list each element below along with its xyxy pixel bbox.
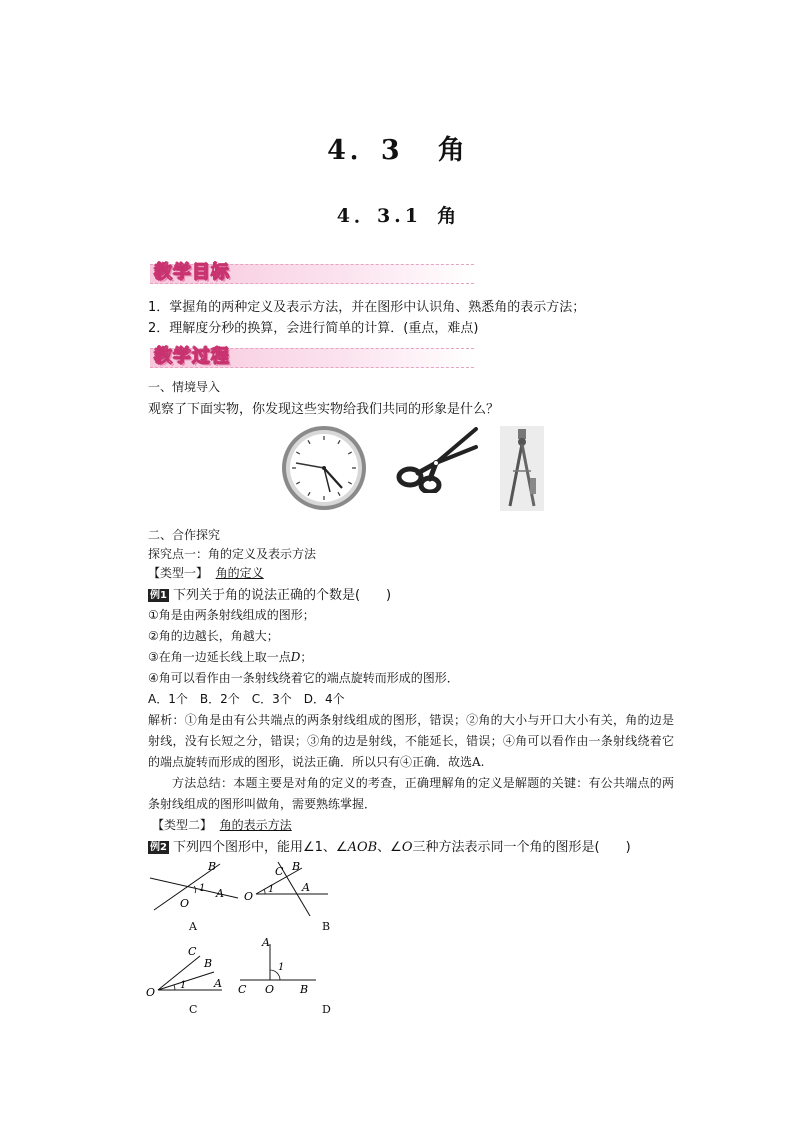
example2-badge: 例2 bbox=[150, 842, 167, 853]
subsection-title bbox=[0, 201, 794, 228]
fig-c-label-1: 1 bbox=[180, 980, 187, 991]
figure-a-caption: A bbox=[189, 920, 197, 933]
type1-bracket: 【类型一】 bbox=[148, 566, 209, 580]
fig-a-label-a: A bbox=[216, 887, 224, 900]
fig-d-label-a: A bbox=[262, 936, 270, 949]
type2-heading bbox=[152, 816, 292, 833]
ex1-point-end: ； bbox=[300, 650, 313, 664]
goal-item-2: 2．理解度分秒的换算，会进行简单的计算．(重点，难点) bbox=[148, 321, 479, 336]
process-banner bbox=[148, 342, 474, 370]
fig-c-label-o: O bbox=[146, 986, 156, 999]
example2-question bbox=[148, 836, 631, 855]
explore-point: 探究点一：角的定义及表示方法 bbox=[148, 547, 317, 561]
figure-d bbox=[236, 934, 322, 996]
compass-picture bbox=[500, 426, 544, 511]
figure-b-caption: B bbox=[322, 920, 331, 933]
example1-question bbox=[148, 584, 391, 603]
figure-c-caption: C bbox=[189, 1003, 198, 1016]
ex2-question-c: 三种方法表示同一个角的图形是( ) bbox=[412, 840, 631, 855]
figure-d-caption: D bbox=[322, 1003, 331, 1016]
fig-b-label-b: B bbox=[292, 860, 301, 873]
fig-c-label-b: B bbox=[204, 957, 213, 970]
ex1-options: A．1个 B．2个 C．3个 D．4个 bbox=[148, 692, 345, 706]
ex2-question-b: 、∠ bbox=[377, 840, 402, 855]
figure-c bbox=[144, 942, 236, 1000]
fig-a-label-o: O bbox=[180, 897, 190, 910]
figure-a bbox=[146, 858, 246, 916]
fig-d-label-b: B bbox=[300, 983, 309, 996]
part2-heading: 二、合作探究 bbox=[148, 528, 221, 542]
process-banner-label: 教学过程 bbox=[154, 346, 230, 367]
type2-bracket: 【类型二】 bbox=[152, 818, 213, 832]
ex1-statement-3 bbox=[148, 648, 312, 665]
section-title bbox=[0, 128, 794, 167]
section-number: 4．3 bbox=[327, 135, 404, 166]
ex1-statement-4: ④角可以看作由一条射线绕着它的端点旋转而形成的图形． bbox=[148, 671, 459, 685]
part1-heading: 一、情境导入 bbox=[148, 380, 221, 394]
ex1-summary: 方法总结：本题主要是对角的定义的考查，正确理解角的定义是解题的关键：有公共端点的两条射线组成的图形叫做角，需要熟练掌握． bbox=[148, 776, 674, 811]
fig-a-label-1: 1 bbox=[199, 883, 206, 894]
type2-title: 角的表示方法 bbox=[219, 818, 292, 832]
ex1-analysis: 解析：①角是由有公共端点的两条射线组成的图形，错误；②角的大小与开口大小有关，角的边是射线，没有长短之分，错误；③角的边是射线，不能延长，错误；④角可以看作由一条射线绕着它的端点旋转而形成的图形，说法正确．所以只有④正确．故选A. bbox=[148, 713, 674, 769]
scissors-picture bbox=[396, 427, 480, 493]
fig-c-label-c: C bbox=[188, 945, 197, 958]
ex1-point-letter: D bbox=[290, 650, 301, 664]
figure-b bbox=[240, 858, 340, 920]
fig-b-label-c: C bbox=[275, 865, 284, 878]
fig-b-label-o: O bbox=[244, 890, 254, 903]
subsection-number: 4．3.1 bbox=[336, 205, 423, 227]
type1-heading bbox=[148, 564, 264, 581]
goals-banner bbox=[148, 258, 474, 286]
ex1-statement-1: ①角是由两条射线组成的图形； bbox=[148, 608, 315, 622]
ex1-statement-2: ②角的边越长，角越大； bbox=[148, 629, 279, 643]
fig-b-label-1: 1 bbox=[268, 884, 275, 895]
subsection-name: 角 bbox=[437, 205, 458, 227]
section-name: 角 bbox=[437, 135, 467, 166]
ex2-question-o: O bbox=[401, 840, 413, 855]
fig-d-label-1: 1 bbox=[278, 962, 285, 973]
ex2-question-aob: AOB bbox=[347, 840, 378, 855]
type1-title: 角的定义 bbox=[215, 566, 264, 580]
example1-question-text: 下列关于角的说法正确的个数是( ) bbox=[172, 588, 392, 603]
example1-badge: 例1 bbox=[150, 590, 167, 601]
ex1-statement-3-text: ③在角一边延长线上取一点 bbox=[148, 650, 291, 664]
fig-d-label-c: C bbox=[238, 983, 247, 996]
goal-item-1: 1．掌握角的两种定义及表示方法，并在图形中认识角、熟悉角的表示方法； bbox=[148, 300, 586, 315]
ex2-question-a: 下列四个图形中，能用∠1、∠ bbox=[172, 840, 348, 855]
part1-question: 观察了下面实物，你发现这些实物给我们共同的形象是什么？ bbox=[148, 402, 500, 417]
fig-a-label-b: B bbox=[208, 860, 217, 873]
fig-d-label-o: O bbox=[265, 983, 275, 996]
fig-c-label-a: A bbox=[214, 977, 222, 990]
clock-picture bbox=[278, 425, 370, 511]
goals-banner-label: 教学目标 bbox=[154, 262, 230, 283]
fig-b-label-a: A bbox=[302, 881, 310, 894]
